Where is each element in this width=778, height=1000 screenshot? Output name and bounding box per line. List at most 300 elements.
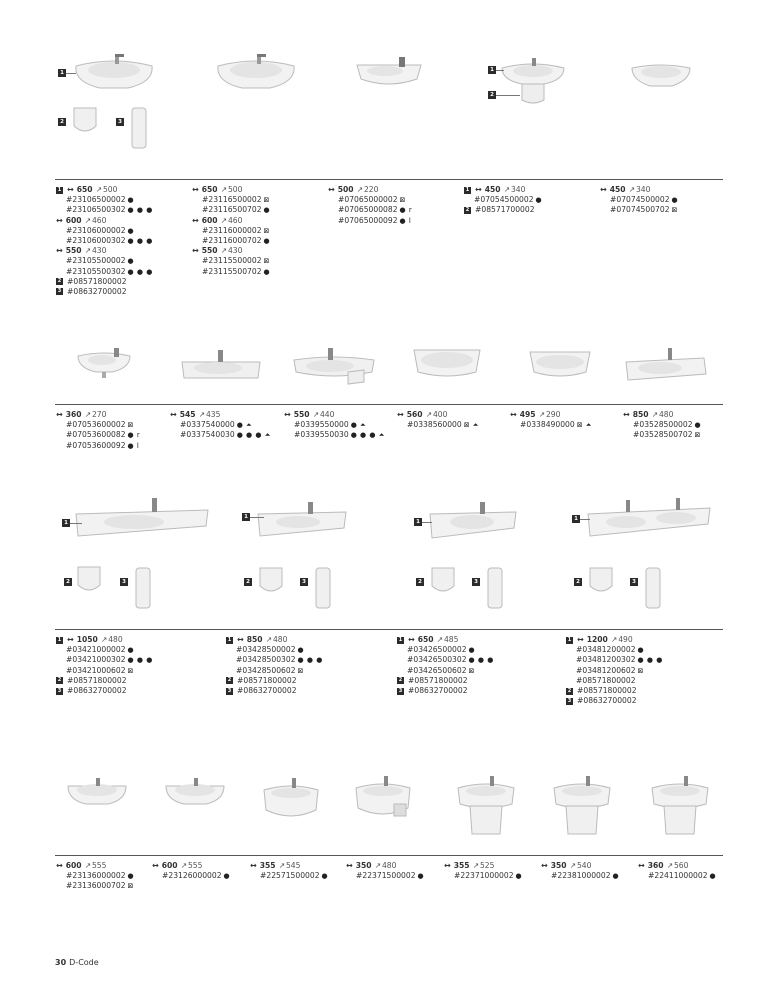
furniture-washbasin-image <box>624 346 708 386</box>
hash-icon: # <box>454 871 461 881</box>
spec-column <box>600 185 678 216</box>
hash-icon: # <box>475 205 482 215</box>
depth-arrow-icon: ↗ <box>628 185 635 194</box>
width-arrow-icon: ↔ <box>56 861 63 870</box>
hash-icon: # <box>66 235 73 245</box>
depth-value: 525 <box>479 861 495 870</box>
article-line <box>638 871 716 881</box>
article-number: 0337540030 <box>186 430 235 440</box>
article-line <box>56 287 153 297</box>
pedestal-image <box>314 566 332 610</box>
depth-value: 490 <box>618 635 633 644</box>
width-value: 600 <box>201 215 218 225</box>
spec-column <box>638 861 716 881</box>
hash-icon: # <box>551 871 558 881</box>
hash-icon: # <box>67 675 74 685</box>
furniture-washbasin-image <box>74 496 210 540</box>
article-number: 0337540000 <box>186 420 235 430</box>
article-number: 03528500002 <box>639 420 693 430</box>
dimension-line <box>192 246 270 256</box>
floor-bidet-image <box>650 774 710 838</box>
variant-symbols: ⊠ <box>127 666 134 675</box>
width-arrow-icon: ↔ <box>408 635 415 644</box>
variant-symbols: ● <box>263 236 271 245</box>
article-line <box>600 205 678 215</box>
variant-symbols: ⊠ ⏶ <box>463 421 479 430</box>
article-number: 07065000092 <box>344 215 398 225</box>
width-value: 600 <box>161 861 178 870</box>
article-number: 23136000002 <box>72 871 126 881</box>
washbasin-image <box>72 52 156 92</box>
dimension-line <box>192 185 270 195</box>
dimension-line <box>397 410 479 420</box>
dimension-line <box>566 635 663 645</box>
article-line <box>56 871 134 881</box>
depth-arrow-icon: ↗ <box>356 185 363 194</box>
article-line <box>192 236 270 246</box>
variant-symbols: ● ● ● <box>127 236 153 245</box>
dimension-line <box>152 861 230 871</box>
width-value: 500 <box>337 185 354 194</box>
article-number: 22371500002 <box>362 871 416 881</box>
countertop-basin-image <box>410 346 484 382</box>
callout-badge: 1 <box>58 69 66 77</box>
article-line <box>56 666 153 676</box>
callout-badge: 3 <box>472 578 480 586</box>
width-value: 450 <box>609 185 626 194</box>
hash-icon: # <box>577 685 584 695</box>
article-line <box>56 655 153 665</box>
depth-value: 480 <box>381 861 397 870</box>
spec-column <box>623 410 701 441</box>
spec-column <box>250 861 328 881</box>
article-number: 07065000002 <box>344 195 398 205</box>
depth-value: 480 <box>658 410 674 419</box>
article-line <box>328 195 412 205</box>
callout-badge: 3 <box>116 118 124 126</box>
depth-arrow-icon: ↗ <box>312 410 319 419</box>
article-number: 23105500302 <box>72 266 126 276</box>
article-line <box>226 655 323 665</box>
hash-icon: # <box>407 645 414 655</box>
article-number: 07074500702 <box>616 205 670 215</box>
width-arrow-icon: ↔ <box>600 185 607 194</box>
variant-symbols: ● l <box>127 441 140 450</box>
depth-value: 480 <box>108 635 123 644</box>
hash-icon: # <box>520 420 527 430</box>
width-arrow-icon: ↔ <box>192 215 199 225</box>
article-line <box>541 871 619 881</box>
article-number: 03481200002 <box>582 645 636 655</box>
depth-arrow-icon: ↗ <box>198 410 205 419</box>
article-line <box>566 696 663 706</box>
article-line <box>566 676 663 686</box>
article-number: 08571800002 <box>73 276 127 286</box>
depth-arrow-icon: ↗ <box>84 215 91 225</box>
depth-arrow-icon: ↗ <box>220 246 227 256</box>
semi-pedestal-image <box>588 566 614 596</box>
article-number: 08571800002 <box>583 685 637 695</box>
semi-recessed-basin-image <box>292 346 376 386</box>
article-number: 08632700002 <box>73 685 127 695</box>
depth-value: 555 <box>91 861 107 870</box>
variant-symbols: ⊠ <box>263 226 270 235</box>
article-number: 23126000002 <box>168 871 222 881</box>
article-number: 23136000702 <box>72 881 126 891</box>
variant-symbols: ⊠ <box>671 206 678 215</box>
article-number: 08571800002 <box>582 675 636 685</box>
article-number: 08632700002 <box>414 685 468 695</box>
callout-badge: 1 <box>62 519 70 527</box>
wall-bidet-image <box>262 776 320 826</box>
variant-symbols: ● r <box>399 206 413 215</box>
variant-symbols: ● ● ● <box>127 267 153 276</box>
variant-symbols: ● <box>515 872 523 881</box>
variant-symbols: ● <box>127 872 135 881</box>
article-number: 07053600092 <box>72 440 126 450</box>
article-number: 03421000602 <box>72 665 126 675</box>
callout-badge: 1 <box>414 518 422 526</box>
width-arrow-icon: ↔ <box>192 185 199 194</box>
article-line <box>226 666 323 676</box>
article-number: 23106000302 <box>72 235 126 245</box>
spec-column <box>541 861 619 881</box>
depth-value: 430 <box>227 246 243 256</box>
width-arrow-icon: ↔ <box>250 861 257 870</box>
variant-symbols: ● <box>263 206 271 215</box>
dimension-line <box>510 410 592 420</box>
callout-badge: 3 <box>120 578 128 586</box>
hash-icon: # <box>66 645 73 655</box>
pedestal-image <box>486 566 504 610</box>
callout-badge: 1 <box>567 636 572 643</box>
semi-pedestal-image <box>72 106 98 136</box>
article-line <box>56 226 153 236</box>
width-value: 560 <box>406 410 423 419</box>
callout-badge: 2 <box>57 278 62 285</box>
hash-icon: # <box>294 420 301 430</box>
spec-column <box>284 410 385 441</box>
spec-column <box>328 185 412 226</box>
dimension-line <box>56 410 140 420</box>
variant-symbols: ● <box>263 267 271 276</box>
article-number: 03421000302 <box>72 655 126 665</box>
article-number: 0338490000 <box>526 420 575 430</box>
article-line <box>464 205 542 215</box>
article-line <box>56 267 153 277</box>
variant-symbols: ● ⏶ <box>236 421 253 430</box>
width-arrow-icon: ↔ <box>152 861 159 870</box>
hash-icon: # <box>260 871 267 881</box>
width-arrow-icon: ↔ <box>284 410 291 419</box>
dimension-line <box>170 410 271 420</box>
article-line <box>56 420 140 430</box>
width-arrow-icon: ↔ <box>237 635 244 644</box>
article-number: 08632700002 <box>243 685 297 695</box>
callout-badge: 3 <box>300 578 308 586</box>
article-line <box>464 195 542 205</box>
hash-icon: # <box>66 871 73 881</box>
furniture-washbasin-image <box>428 500 518 542</box>
depth-arrow-icon: ↗ <box>180 861 187 870</box>
hash-icon: # <box>576 665 583 675</box>
hash-icon: # <box>236 655 243 665</box>
floor-bidet-image <box>456 774 516 838</box>
article-line <box>226 645 323 655</box>
variant-symbols: ● <box>223 872 231 881</box>
spec-column <box>444 861 522 881</box>
article-line <box>56 205 153 215</box>
article-line <box>250 871 328 881</box>
undercounter-basin-image <box>526 348 594 382</box>
section-divider <box>55 855 723 856</box>
article-line <box>623 430 701 440</box>
dimension-line <box>56 635 153 645</box>
callout-badge: 3 <box>57 288 62 295</box>
variant-symbols: ⊠ <box>468 666 475 675</box>
depth-arrow-icon: ↗ <box>84 246 91 256</box>
width-value: 850 <box>632 410 649 419</box>
article-line <box>56 881 134 891</box>
callout-badge: 2 <box>416 578 424 586</box>
hash-icon: # <box>67 276 74 286</box>
semi-pedestal-image <box>430 566 456 596</box>
dimension-line <box>226 635 323 645</box>
width-arrow-icon: ↔ <box>346 861 353 870</box>
depth-arrow-icon: ↗ <box>265 635 272 644</box>
article-line <box>56 441 140 451</box>
depth-arrow-icon: ↗ <box>666 861 673 870</box>
section-divider <box>55 179 723 180</box>
spec-column <box>56 635 153 696</box>
hash-icon: # <box>338 205 345 215</box>
article-number: 23106000002 <box>72 225 126 235</box>
width-arrow-icon: ↔ <box>56 215 63 225</box>
width-value: 1200 <box>586 635 608 644</box>
article-number: 0339550030 <box>300 430 349 440</box>
hash-icon: # <box>202 205 209 215</box>
variant-symbols: ● ● ● <box>297 656 323 665</box>
article-number: 23115500702 <box>208 266 262 276</box>
hash-icon: # <box>356 871 363 881</box>
dimension-line <box>600 185 678 195</box>
article-number: 23106500302 <box>72 205 126 215</box>
hash-icon: # <box>66 205 73 215</box>
width-arrow-icon: ↔ <box>444 861 451 870</box>
washbasin-image <box>214 52 298 92</box>
width-value: 495 <box>519 410 536 419</box>
variant-symbols: ● <box>535 196 543 205</box>
article-line <box>56 195 153 205</box>
callout-badge: 2 <box>58 118 66 126</box>
width-arrow-icon: ↔ <box>541 861 548 870</box>
variant-symbols: ⊠ <box>127 421 134 430</box>
callout-badge: 2 <box>244 578 252 586</box>
width-arrow-icon: ↔ <box>56 246 63 256</box>
depth-arrow-icon: ↗ <box>538 410 545 419</box>
handrinse-basin-image <box>355 55 423 91</box>
depth-arrow-icon: ↗ <box>220 185 227 194</box>
variant-symbols: ● ● ● <box>127 206 153 215</box>
article-line <box>444 871 522 881</box>
hash-icon: # <box>407 420 414 430</box>
article-line <box>397 666 494 676</box>
article-line <box>56 277 153 287</box>
article-line <box>56 686 153 696</box>
width-value: 650 <box>76 185 93 194</box>
pedestal-image <box>130 106 148 150</box>
depth-value: 340 <box>635 185 651 194</box>
article-line <box>566 645 663 655</box>
furniture-washbasin-image <box>256 500 348 540</box>
callout-badge: 2 <box>465 206 470 213</box>
depth-arrow-icon: ↗ <box>84 410 91 419</box>
hash-icon: # <box>66 225 73 235</box>
hash-icon: # <box>66 256 73 266</box>
article-number: 07053600002 <box>72 420 126 430</box>
dimension-line <box>56 185 153 195</box>
hash-icon: # <box>408 675 415 685</box>
vanity-basin-image <box>180 348 262 384</box>
width-arrow-icon: ↔ <box>577 635 584 644</box>
depth-arrow-icon: ↗ <box>651 410 658 419</box>
hash-icon: # <box>407 655 414 665</box>
depth-arrow-icon: ↗ <box>436 635 443 644</box>
article-number: 03481200602 <box>582 665 636 675</box>
article-line <box>192 195 270 205</box>
depth-arrow-icon: ↗ <box>95 185 102 194</box>
hash-icon: # <box>180 420 187 430</box>
callout-badge: 2 <box>64 578 72 586</box>
depth-value: 560 <box>673 861 689 870</box>
width-value: 550 <box>293 410 310 419</box>
article-number: 08571800002 <box>243 675 297 685</box>
article-line <box>192 267 270 277</box>
variant-symbols: ● <box>468 646 476 655</box>
article-number: 07053600082 <box>72 430 126 440</box>
article-line <box>56 676 153 686</box>
handrinse-basin-image <box>76 346 132 382</box>
hash-icon: # <box>648 871 655 881</box>
spec-column <box>346 861 424 881</box>
dimension-line <box>250 861 328 871</box>
width-value: 360 <box>65 410 82 419</box>
article-number: 03426500002 <box>413 645 467 655</box>
variant-symbols: ● <box>127 646 135 655</box>
width-arrow-icon: ↔ <box>638 861 645 870</box>
callout-badge: 3 <box>227 687 232 694</box>
depth-value: 485 <box>443 635 459 644</box>
width-value: 350 <box>355 861 372 870</box>
article-number: 22371000002 <box>460 871 514 881</box>
width-arrow-icon: ↔ <box>192 246 199 256</box>
hash-icon: # <box>202 235 209 245</box>
spec-column <box>397 635 494 696</box>
depth-arrow-icon: ↗ <box>374 861 381 870</box>
variant-symbols: ● <box>709 872 717 881</box>
article-number: 0339550000 <box>300 420 349 430</box>
washbasin-image <box>66 778 128 808</box>
article-number: 03428500002 <box>242 645 296 655</box>
spec-column <box>226 635 323 696</box>
article-number: 23106500002 <box>72 195 126 205</box>
washbasin-image <box>164 778 226 808</box>
depth-arrow-icon: ↗ <box>100 635 108 644</box>
article-line <box>346 871 424 881</box>
hash-icon: # <box>237 685 244 695</box>
spec-column <box>566 635 663 706</box>
double-washbasin-image <box>586 496 712 540</box>
article-line <box>397 676 494 686</box>
callout-badge: 2 <box>488 91 496 99</box>
hash-icon: # <box>202 195 209 205</box>
wall-bidet-image <box>354 774 412 824</box>
callout-badge: 3 <box>57 687 62 694</box>
variant-symbols: ● <box>694 421 702 430</box>
article-line <box>510 420 592 430</box>
hash-icon: # <box>576 675 583 685</box>
dimension-line <box>56 216 153 226</box>
width-arrow-icon: ↔ <box>623 410 630 419</box>
depth-arrow-icon: ↗ <box>84 861 91 870</box>
variant-symbols: ● <box>127 257 135 266</box>
article-number: 08632700002 <box>73 286 127 296</box>
dimension-line <box>346 861 424 871</box>
variant-symbols: ● ⏶ <box>350 421 367 430</box>
hash-icon: # <box>633 430 640 440</box>
spec-column <box>170 410 271 441</box>
article-line <box>56 430 140 440</box>
variant-symbols: ● <box>612 872 620 881</box>
width-arrow-icon: ↔ <box>67 185 74 194</box>
width-arrow-icon: ↔ <box>397 410 404 419</box>
article-line <box>56 256 153 266</box>
callout-badge: 1 <box>572 515 580 523</box>
article-line <box>397 420 479 430</box>
washbasin-image <box>500 56 566 108</box>
article-line <box>56 645 153 655</box>
variant-symbols: ● <box>637 646 645 655</box>
hash-icon: # <box>294 430 301 440</box>
article-number: 08632700002 <box>583 696 637 706</box>
dimension-line <box>192 216 270 226</box>
pedestal-image <box>134 566 152 610</box>
width-arrow-icon: ↔ <box>475 185 482 194</box>
semi-pedestal-image <box>76 565 102 595</box>
hash-icon: # <box>237 675 244 685</box>
article-number: 03528500702 <box>639 430 693 440</box>
hash-icon: # <box>66 440 73 450</box>
callout-badge: 2 <box>574 578 582 586</box>
width-value: 550 <box>201 246 218 256</box>
callout-badge: 3 <box>630 578 638 586</box>
dimension-line <box>328 185 412 195</box>
article-number: 22571500002 <box>266 871 320 881</box>
width-value: 360 <box>647 861 664 870</box>
article-line <box>170 430 271 440</box>
dimension-line <box>623 410 701 420</box>
width-value: 450 <box>484 185 501 194</box>
depth-value: 290 <box>545 410 561 419</box>
article-number: 03421000002 <box>72 645 126 655</box>
article-number: 23105500002 <box>72 256 126 266</box>
variant-symbols: ● l <box>399 216 412 225</box>
depth-value: 400 <box>432 410 448 419</box>
dimension-line <box>444 861 522 871</box>
floor-bidet-image <box>552 774 612 838</box>
variant-symbols: ● ● ● <box>127 656 153 665</box>
hash-icon: # <box>408 685 415 695</box>
